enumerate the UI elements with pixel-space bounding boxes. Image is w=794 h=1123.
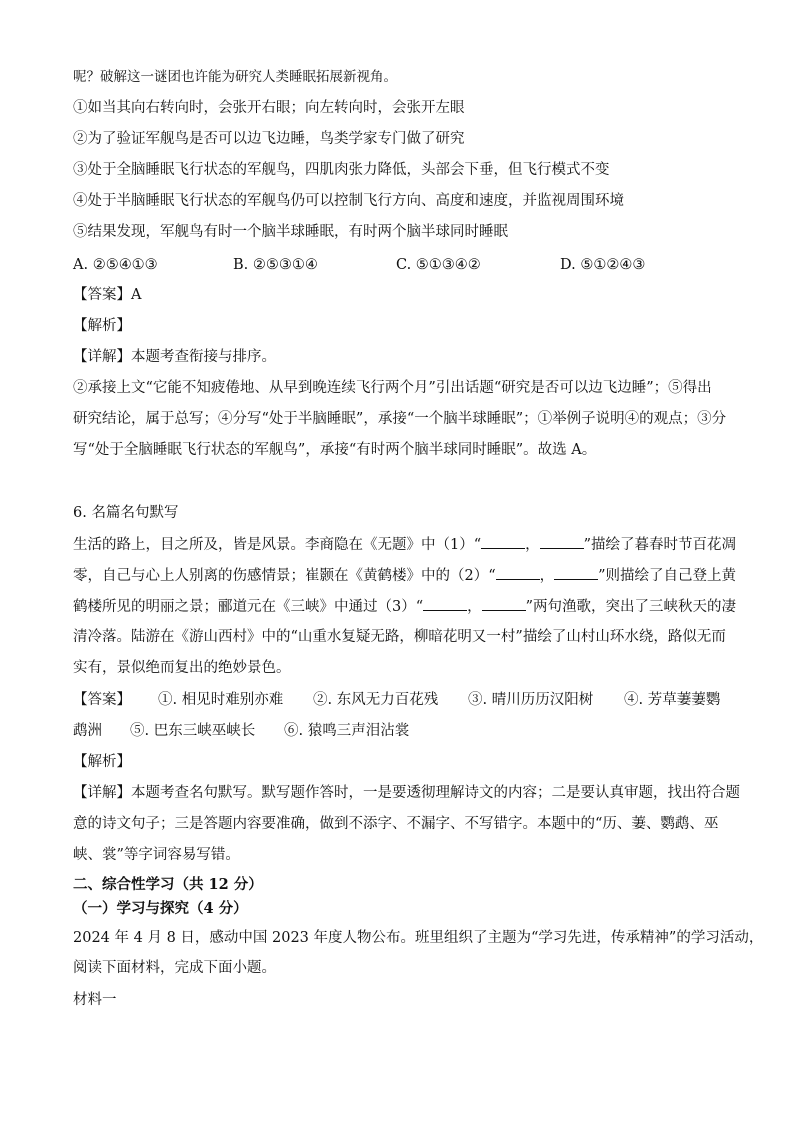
q6-para-line-5: 实有，景似绝而复出的绝妙景色。 <box>73 660 291 676</box>
intro-line: 呢？破解这一谜团也许能为研究人类睡眠拓展新视角。 <box>73 69 397 85</box>
q6-text: 鹤楼所见的明丽之景；郦道元在《三峡》中通过（3）“ <box>73 599 424 615</box>
q6-answer-4-cont: 鹉洲 <box>73 723 102 739</box>
q6-title: 6. 名篇名句默写 <box>73 505 179 521</box>
q6-text: ”则描绘了自己登上黄 <box>598 568 737 584</box>
material-label: 材料一 <box>73 992 117 1008</box>
q5-answer: 【答案】A <box>73 287 142 303</box>
q6-detail-2: 意的诗文句子；三是答题内容要准确，做到不添字、不漏字、不写错字。本题中的“历、萋、鹦鹉、巫 <box>73 816 719 832</box>
section-para-1: 2024 年 4 月 8 日，感动中国 2023 年度人物公布。班里组织了主题为“学习先进，传承精神”的学习活动， <box>73 930 764 946</box>
subsection-heading: （一）学习与探究（4 分） <box>73 900 248 917</box>
answer-blank[interactable] <box>554 565 598 580</box>
answer-blank[interactable] <box>481 534 525 549</box>
q6-para-line-1 <box>73 534 736 555</box>
q6-text: 生活的路上，目之所及，皆是风景。李商隐在《无题》中（1）“ <box>73 537 482 553</box>
q6-answer-6: ⑥. 猿鸣三声泪沾裳 <box>284 723 410 739</box>
q6-para-line-2 <box>73 565 736 586</box>
q6-answer-5: ⑤. 巴东三峡巫峡长 <box>130 723 256 739</box>
q6-answer-1: ①. 相见时难别亦难 <box>158 692 284 708</box>
q5-detail-2: ②承接上文“它能不知疲倦地、从早到晚连续飞行两个月”引出话题“研究是否可以边飞边睡”；⑤得出 <box>73 380 712 396</box>
section-heading: 二、综合性学习（共 12 分） <box>73 876 263 893</box>
q5-analysis-label: 【解析】 <box>73 318 131 334</box>
answer-blank[interactable] <box>496 565 540 580</box>
option-b: B. ②⑤③①④ <box>233 257 318 273</box>
q6-answer-label: 【答案】 <box>73 692 131 708</box>
q6-text: ”描绘了暮春时节百花凋 <box>583 537 737 553</box>
sentence-item-1: ①如当其向右转向时，会张开右眼；向左转向时，会张开左眼 <box>73 100 465 116</box>
q6-detail-3: 峡、裳”等字词容易写错。 <box>73 847 240 863</box>
answer-blank[interactable] <box>540 534 584 549</box>
q6-text: ， <box>539 568 555 584</box>
q6-para-line-3 <box>73 596 736 617</box>
q6-text: 零，自己与心上人别离的伤感情景；崔颢在《黄鹤楼》中的（2）“ <box>73 568 496 584</box>
section-para-2: 阅读下面材料，完成下面小题。 <box>73 960 276 976</box>
option-a: A. ②⑤④①③ <box>73 257 158 273</box>
q6-answer-3: ③. 晴川历历汉阳树 <box>468 692 594 708</box>
q6-text: ， <box>467 599 482 615</box>
option-d: D. ⑤①②④③ <box>560 257 646 273</box>
q6-text: ”两句渔歌，突出了三峡秋天的凄 <box>525 599 737 615</box>
option-c: C. ⑤①③④② <box>396 257 481 273</box>
q6-para-line-4: 清冷落。陆游在《游山西村》中的“山重水复疑无路，柳暗花明又一村”描绘了山村山环水绕，路似无而 <box>73 629 726 645</box>
q6-answer-2: ②. 东风无力百花残 <box>313 692 439 708</box>
q6-analysis-label: 【解析】 <box>73 754 131 770</box>
q6-detail-1: 【详解】本题考查名句默写。默写题作答时，一是要透彻理解诗文的内容；二是要认真审题，找出符合题 <box>73 785 740 801</box>
sentence-item-4: ④处于半脑睡眠飞行状态的军舰鸟仍可以控制飞行方向、高度和速度，并监视周围环境 <box>73 193 624 209</box>
sentence-item-5: ⑤结果发现，军舰鸟有时一个脑半球睡眠，有时两个脑半球同时睡眠 <box>73 224 508 240</box>
sentence-item-2: ②为了验证军舰鸟是否可以边飞边睡，鸟类学家专门做了研究 <box>73 131 465 147</box>
answer-blank[interactable] <box>423 596 467 611</box>
sentence-item-3: ③处于全脑睡眠飞行状态的军舰鸟，四肌肉张力降低，头部会下垂，但飞行模式不变 <box>73 162 610 178</box>
q5-detail-1: 【详解】本题考查衔接与排序。 <box>73 349 276 365</box>
q5-detail-3: 研究结论，属于总写；④分写“处于半脑睡眠”，承接“一个脑半球睡眠”；①举例子说明④的观点；③分 <box>73 411 727 427</box>
q6-text: ， <box>525 537 540 553</box>
q6-answer-4: ④. 芳草萋萋鹦 <box>624 692 721 708</box>
answer-blank[interactable] <box>482 596 526 611</box>
q5-detail-4: 写“处于全脑睡眠飞行状态的军舰鸟”，承接“有时两个脑半球同时睡眠”。故选 A。 <box>73 442 597 458</box>
